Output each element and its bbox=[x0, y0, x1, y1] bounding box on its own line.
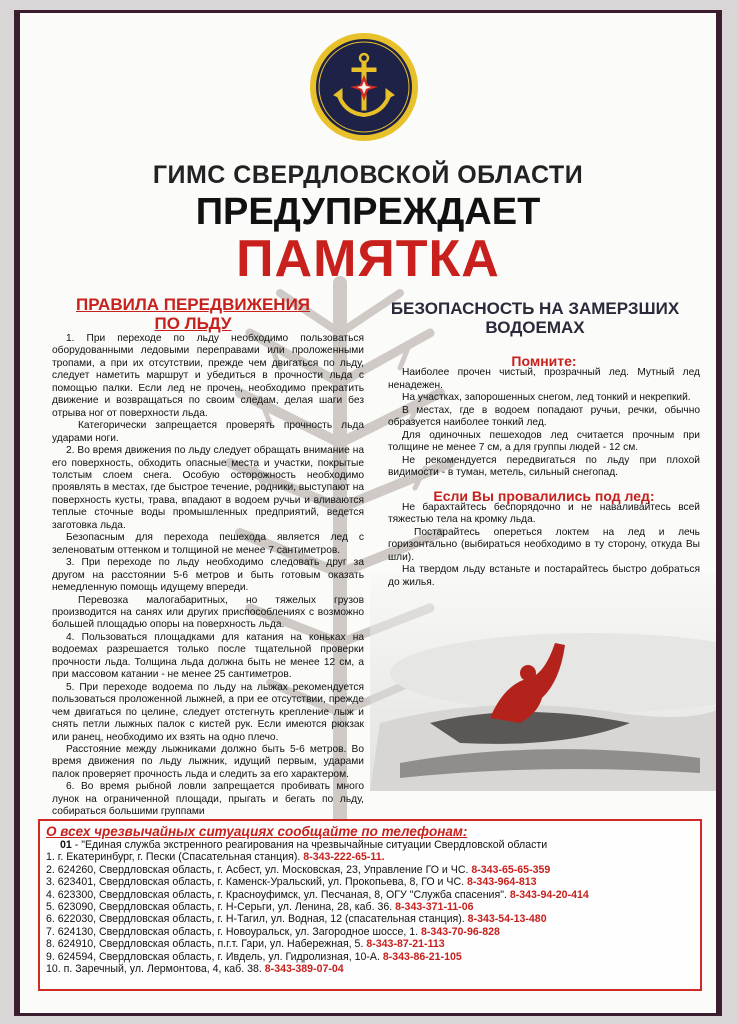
memo-poster bbox=[14, 10, 722, 1016]
contact-line bbox=[46, 913, 694, 925]
contact-phone[interactable]: 8-343-70-96-828 bbox=[421, 925, 500, 938]
contact-phone[interactable]: 8-343-222-65-11. bbox=[303, 851, 385, 864]
left-title-line1: ПРАВИЛА ПЕРЕДВИЖЕНИЯ bbox=[75, 295, 311, 314]
warns-heading: ПРЕДУПРЕЖДАЕТ bbox=[195, 191, 541, 233]
fall-item: На твердом льду встаньте и постарайтесь быстро добраться до жилья. bbox=[388, 564, 700, 588]
gims-emblem bbox=[308, 31, 420, 143]
contact-address: 5. 623090, Свердловская область, г. Н-Серьги, ул. Ленина, 28, каб. 36. bbox=[46, 901, 396, 914]
contact-line bbox=[46, 864, 694, 876]
fallen-through-ice-photo bbox=[370, 573, 722, 791]
left-section-title bbox=[68, 295, 318, 333]
rule-paragraph: 3. При переходе по льду необходимо следовать друг за другом на расстоянии 5-6 метров и быть готовым оказать немедленную помощь идущему впереди. bbox=[52, 557, 364, 594]
contact-address: 1. г. Екатеринбург, г. Пески (Спасательная станция). bbox=[46, 851, 304, 864]
contact-address: 8. 624910, Свердловская область, п.г.т. Гари, ул. Набережная, 5. bbox=[46, 938, 367, 951]
fall-item: Не барахтайтесь беспорядочно и не наваливайтесь всей тяжестью тела на кромку льда. bbox=[388, 501, 700, 526]
right-section-title bbox=[380, 299, 690, 337]
rule-paragraph: Перевозка малогабаритных, но тяжелых грузов производится на санях или других приспособлениях с возможно большей площадью опоры на поверхность льда. bbox=[52, 594, 364, 631]
contact-phone[interactable]: 8-343-964-813 bbox=[467, 876, 537, 889]
rule-paragraph: Безопасным для перехода пешехода является лед с зеленоватым оттенком и толщиной не менее 7 сантиметров. bbox=[52, 532, 364, 556]
contact-line bbox=[46, 938, 694, 950]
fall-heading: Если Вы провалились под лед: bbox=[433, 487, 655, 504]
contact-line bbox=[46, 963, 694, 975]
service-line bbox=[46, 839, 694, 851]
right-safety-text bbox=[388, 355, 700, 589]
remember-item: Для одиночных пешеходов лед считается прочным при толщине не менее 7 см, а для группы людей - 12 см. bbox=[388, 429, 700, 454]
contacts-title: О всех чрезвычайных ситуациях сообщайте по телефонам: bbox=[46, 824, 468, 839]
contact-phone[interactable]: 8-343-65-65-359 bbox=[471, 863, 551, 876]
contact-address: 9. 624594, Свердловская область, г. Ивдель, ул. Гидролизная, 10-А. bbox=[46, 950, 383, 963]
contact-phone[interactable]: 8-343-87-21-113 bbox=[366, 938, 445, 951]
emergency-contacts-box bbox=[38, 819, 702, 991]
rule-paragraph: 2. Во время движения по льду следует обращать внимание на его поверхность, обходить опасные места и участки, покрытые толстым слоем снега. Особую осторожность необходимо проявлять в местах, где быстрое течение, родники, выступают на поверхность кусты, трава, впадают в водоем ручьи и вливаются теплые сточные воды промышленных предприятий, ведется заготовка льда. bbox=[52, 445, 364, 531]
remember-item: На участках, запорошенных снегом, лед тонкий и некрепкий. bbox=[402, 392, 691, 404]
right-title-line1: БЕЗОПАСНОСТЬ НА ЗАМЕРЗШИХ bbox=[390, 299, 680, 318]
contact-address: 6. 622030, Свердловская область, г. Н-Тагил, ул. Водная, 12 (спасательная станция). bbox=[46, 913, 468, 926]
fall-item: Постарайтесь опереться локтем на лед и лечь горизонтально (выбираться необходимо в ту сторону, откуда Вы шли). bbox=[388, 526, 700, 563]
contact-line bbox=[46, 851, 694, 863]
contact-address: 2. 624260, Свердловская область, г. Асбест, ул. Московская, 23, Управление ГО и ЧС. bbox=[46, 863, 472, 876]
contact-phone[interactable]: 8-343-86-21-105 bbox=[382, 950, 462, 963]
remember-heading: Помните: bbox=[511, 353, 577, 369]
org-name: ГИМС СВЕРДЛОВСКОЙ ОБЛАСТИ bbox=[152, 161, 584, 189]
rule-paragraph: 5. При переходе водоема по льду на лыжах рекомендуется пользоваться проложенной лыжней, а при ее отсутствии, прежде чем двигаться по целине, следует отстегнуть крепление лыж и снять петли лыжных палок с кистей рук. Если имеются рюкзак или ранец, необходимо их взять на одно плечо. bbox=[52, 681, 364, 743]
rule-paragraph: Категорически запрещается проверять прочность льда ударами ноги. bbox=[52, 420, 364, 444]
contact-line bbox=[46, 901, 694, 913]
rule-paragraph: 4. Пользоваться площадками для катания на коньках на водоемах разрешается только после тщательной проверки прочности льда. Толщина льда должна быть не менее 12 см, а при массовом катании - не менее 25 сантиметров. bbox=[52, 631, 364, 681]
memo-heading: ПАМЯТКА bbox=[236, 230, 500, 288]
contact-line bbox=[46, 889, 694, 901]
contact-address: 3. 623401, Свердловская область, г. Каменск-Уральский, ул. Прокопьева, 8, ГО и ЧС. bbox=[46, 876, 468, 889]
left-rules-text bbox=[52, 333, 364, 819]
rule-paragraph: 6. Во время рыбной ловли запрещается пробивать много лунок на ограниченной площади, прыгать и бегать по льду, собираться большими группами bbox=[52, 781, 364, 818]
contact-phone[interactable]: 8-343-54-13-480 bbox=[467, 913, 547, 926]
contact-line bbox=[46, 951, 694, 963]
rule-paragraph: 1. При переходе по льду необходимо пользоваться оборудованными ледовыми переправами или проложенными тропами, а при их отсутствии, прежде чем двигаться по льду, следует наметить маршрут и убедиться в прочности льда с помощью палки. Если лед не прочен, необходимо прекратить движение и возвращаться по своим следам, делая шаги без отрыва ног от поверхности льда. bbox=[52, 333, 364, 419]
remember-item: Не рекомендуется передвигаться по льду при плохой видимости - в туман, метель, сильный снегопад. bbox=[388, 454, 700, 479]
right-title-line2: ВОДОЕМАХ bbox=[485, 318, 585, 337]
contact-line bbox=[46, 926, 694, 938]
remember-item: Наиболее прочен чистый, прозрачный лед. Мутный лед ненадежен. bbox=[388, 367, 700, 391]
service-name: - "Единая служба экстренного реагирования на чрезвычайные ситуации Свердловской области bbox=[71, 839, 548, 851]
contact-line bbox=[46, 876, 694, 888]
rule-paragraph: Расстояние между лыжниками должно быть 5-6 метров. Во время движения по льду лыжник, идущий первым, ударами палок проверяет прочность льда и следить за его характером. bbox=[52, 743, 364, 780]
left-title-line2: ПО ЛЬДУ bbox=[154, 314, 232, 333]
contact-address: 10. п. Заречный, ул. Лермонтова, 4, каб. 38. bbox=[46, 963, 265, 976]
service-number: 01 bbox=[60, 839, 72, 851]
contact-address: 4. 623300, Свердловская область, г. Красноуфимск, ул. Песчаная, 8, ОГУ "Служба спасения". bbox=[46, 888, 510, 901]
contact-phone[interactable]: 8-343-94-20-414 bbox=[509, 888, 589, 901]
contact-phone[interactable]: 8-343-389-07-04 bbox=[264, 963, 344, 976]
contact-address: 7. 624130, Свердловская область, г. Новоуральск, ул. Загородное шоссе, 1. bbox=[46, 925, 422, 938]
contact-phone[interactable]: 8-343-371-11-06 bbox=[395, 901, 474, 914]
remember-item: В местах, где в водоем попадают ручьи, речки, обычно образуется наиболее тонкий лед. bbox=[388, 404, 700, 429]
